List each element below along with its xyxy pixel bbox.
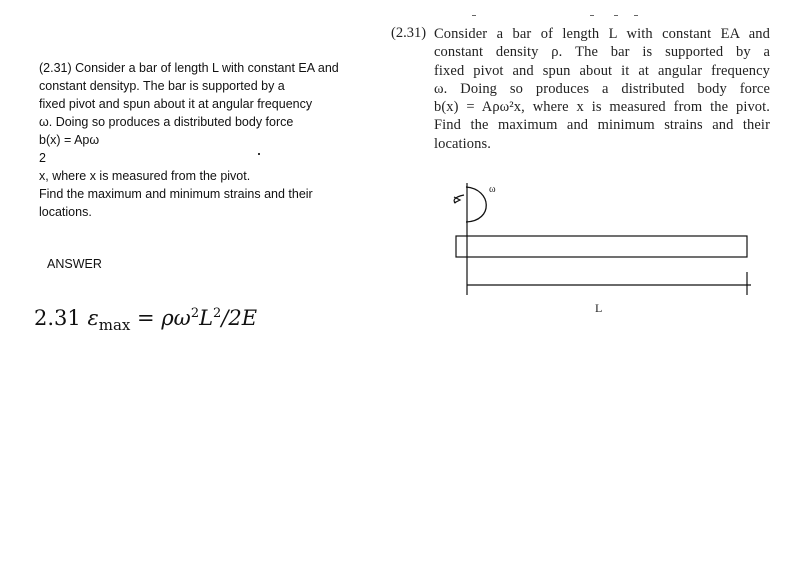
length-symbol: L <box>199 306 214 330</box>
answer-label: ANSWER <box>47 257 102 271</box>
epsilon-symbol: ε <box>87 306 99 330</box>
question-typeset-text <box>434 25 770 153</box>
length-exponent: 2 <box>213 306 222 321</box>
answer-number: 2.31 <box>34 306 81 330</box>
equals-sign: = <box>130 306 162 330</box>
question-line: x, where x is measured from the pivot. <box>39 169 251 183</box>
question-number: (2.31) <box>391 25 427 41</box>
question-line: Find the maximum and minimum strains and their <box>39 187 313 201</box>
question-line: ω. Doing so produces a distributed body force <box>39 115 294 129</box>
question-line: fixed pivot and spun about it at angular frequency <box>39 97 313 111</box>
length-label: L <box>595 301 603 315</box>
typeset-line: constant density ρ. The bar is supported by a <box>434 44 770 61</box>
question-line: constant densityp. The bar is supported by a <box>39 79 285 93</box>
question-plain-text <box>39 59 379 221</box>
typeset-line: fixed pivot and spun about it at angular frequency <box>434 62 770 79</box>
typeset-line: Find the maximum and minimum strains and their <box>434 117 770 134</box>
question-line: b(x) = Apω <box>39 133 100 147</box>
typeset-line: ω. Doing so produces a distributed body force <box>434 80 770 97</box>
bar <box>456 236 747 257</box>
rotation-arrow-icon <box>454 187 486 222</box>
bar-diagram <box>440 175 770 325</box>
question-line: 2 <box>39 151 46 165</box>
omega-label: ω <box>489 184 496 195</box>
answer-formula <box>34 306 258 334</box>
rho-omega: ρω <box>161 306 191 330</box>
typeset-line: Consider a bar of length L with constant EA and <box>434 26 770 42</box>
question-line: (2.31) Consider a bar of length L with constant EA and <box>39 61 339 75</box>
question-line: locations. <box>39 205 92 219</box>
stray-dot <box>258 153 260 155</box>
max-subscript: max <box>98 316 131 334</box>
typeset-line: locations. <box>434 135 491 152</box>
omega-exponent: 2 <box>190 306 200 321</box>
typeset-line: b(x) = Aρω²x, where x is measured from the pivot. <box>434 99 770 116</box>
formula-tail: /2E <box>221 306 258 330</box>
